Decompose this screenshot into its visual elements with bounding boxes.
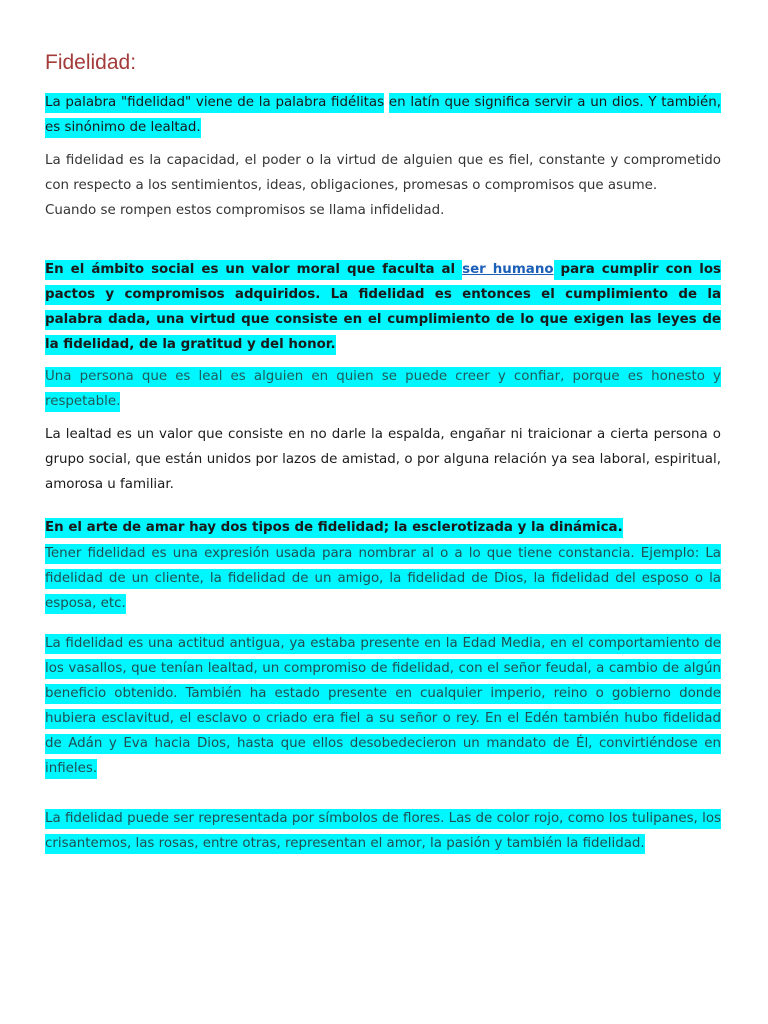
highlight-flowers: La fidelidad puede ser representada por símbolos de flores. Las de color rojo, como los tulipanes, los crisantemos, las rosas, entre otras, representan el amor, la pasión y también la fidelidad. [45, 809, 721, 854]
paragraph-constancy [45, 541, 721, 616]
highlight-loyal-person: Una persona que es leal es alguien en quien se puede creer y confiar, porque es honesto y respetable. [45, 367, 721, 412]
page-title: Fidelidad: [45, 51, 137, 74]
highlight-social-after: para cumplir con los pactos y compromisos adquiridos. La fidelidad es entonces el cumplimiento de la palabra dada, una virtud que consiste en el cumplimiento de lo que exigen las leyes de la fidelidad, de la gratitud y del honor. [45, 260, 721, 355]
paragraph-loyal-person [45, 364, 721, 414]
infidelity-text: Cuando se rompen estos compromisos se llama infidelidad. [45, 203, 445, 218]
paragraph-flowers [45, 806, 721, 856]
paragraph-history [45, 631, 721, 781]
highlight-social-before: En el ámbito social es un valor moral que faculta al [45, 260, 462, 280]
paragraph-loyalty [45, 422, 721, 497]
paragraph-social-value [45, 257, 721, 357]
paragraph-definition [45, 148, 721, 223]
highlight-types: En el arte de amar hay dos tipos de fidelidad; la esclerotizada y la dinámica. [45, 518, 623, 538]
paragraph-types [45, 515, 721, 540]
loyalty-text: La lealtad es un valor que consiste en no darle la espalda, engañar ni traicionar a cierta persona o grupo social, que están unidos por lazos de amistad, o por alguna relación ya sea laboral, espiritual, amorosa u familiar. [45, 427, 721, 492]
definition-text: La fidelidad es la capacidad, el poder o la virtud de alguien que es fiel, constante y comprometido con respecto a los sentimientos, ideas, obligaciones, promesas o compromisos que asume. [45, 153, 721, 193]
highlight-history: La fidelidad es una actitud antigua, ya estaba presente en la Edad Media, en el comportamiento de los vasallos, que tenían lealtad, un compromiso de fidelidad, con el señor feudal, a cambio de algún beneficio obtenido. También ha estado presente en cualquier imperio, reino o gobierno donde hubiera esclavitud, el esclavo o criado era fiel a su señor o rey. En el Edén también hubo fidelidad de Adán y Eva hacia Dios, hasta que ellos desobedecieron un mandato de Él, convirtiéndose en infieles. [45, 634, 721, 779]
paragraph-etymology [45, 90, 721, 140]
highlight-etymology-a: La palabra "fidelidad" viene de la palabra fidélitas [45, 93, 384, 113]
highlight-constancy: Tener fidelidad es una expresión usada para nombrar al o a lo que tiene constancia. Ejemplo: La fidelidad de un cliente, la fidelidad de un amigo, la fidelidad de Dios, la fidelidad del esposo o la esposa, etc. [45, 544, 721, 614]
ser-humano-link[interactable]: ser humano [462, 262, 554, 277]
highlight-etymology-b: en latín que significa servir a un dios. Y también, es sinónimo de lealtad. [45, 93, 721, 138]
